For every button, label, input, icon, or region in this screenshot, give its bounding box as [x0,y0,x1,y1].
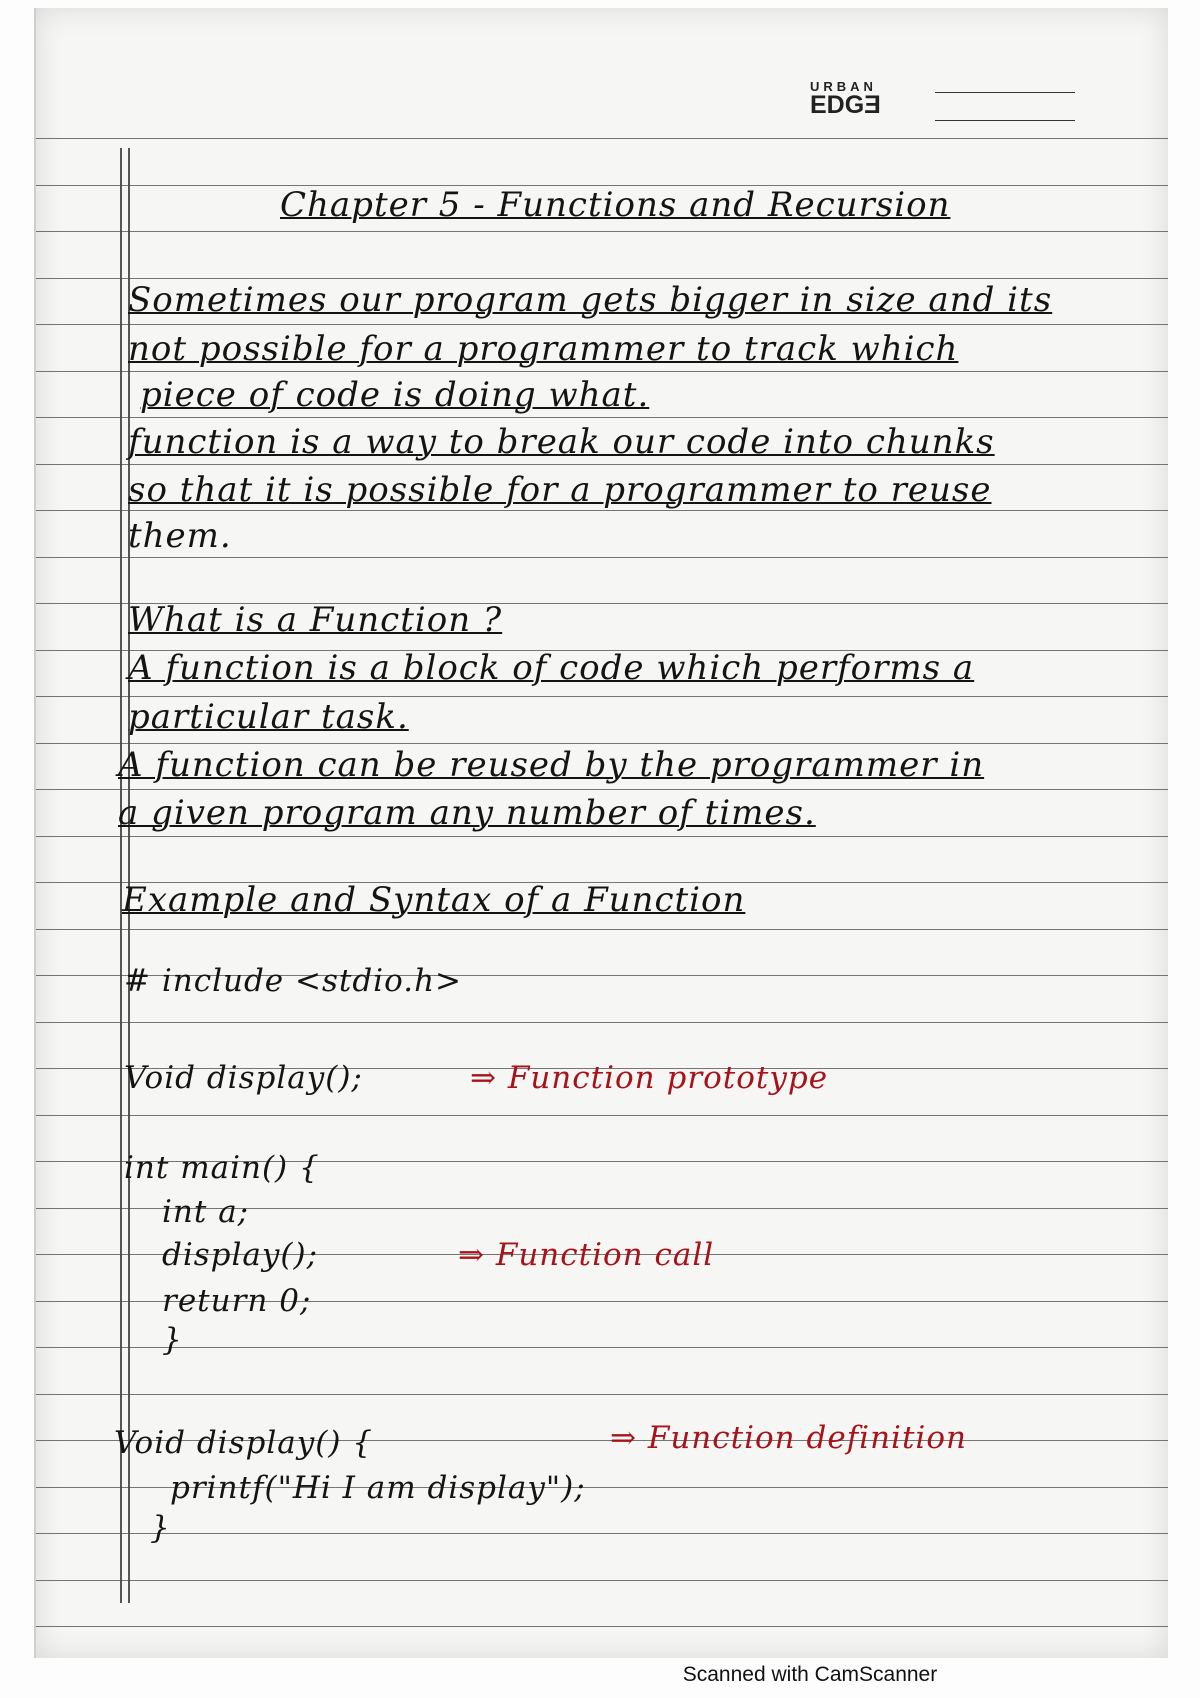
code-printf: printf("Hi I am display"); [170,1470,586,1506]
code-prototype: Void display(); [124,1060,363,1096]
ruled-line [36,557,1168,558]
brand-logo [810,80,881,118]
definition-line: A function is a block of code which performs a [128,648,975,688]
date-line [935,120,1075,121]
intro-line: so that it is possible for a programmer to reuse [128,470,992,510]
ruled-line [36,1022,1168,1023]
intro-line: piece of code is doing what. [140,375,650,415]
ruled-line [36,789,1168,790]
code-def-open: Void display() { [114,1425,374,1461]
code-call: display(); [162,1237,319,1273]
page-title: Chapter 5 - Functions and Recursion [280,185,951,225]
ruled-line [36,510,1168,511]
notebook-page [34,8,1168,1658]
ruled-line [36,1115,1168,1116]
intro-line: function is a way to break our code into chunks [128,422,995,462]
intro-line: Sometimes our program gets bigger in size and its [128,280,1053,320]
section-heading: What is a Function ? [128,600,503,640]
margin-line [120,148,122,1603]
ruled-line [36,138,1168,139]
ruled-line [36,929,1168,930]
definition-line: A function can be reused by the programmer in [118,745,985,785]
brand-bottom: EDGƎ [810,91,881,119]
ruled-line [36,324,1168,325]
ruled-line [36,1626,1168,1627]
ruled-line [36,464,1168,465]
ruled-line [36,743,1168,744]
code-int-a: int a; [162,1194,250,1230]
ruled-line [36,1394,1168,1395]
definition-line: particular task. [128,697,409,737]
intro-line: not possible for a programmer to track which [128,329,959,369]
code-include: # include <stdio.h> [124,963,463,999]
ruled-line [36,417,1168,418]
code-main-close: } [162,1322,183,1358]
definition-annotation: ⇒ Function definition [610,1420,967,1456]
ruled-line [36,371,1168,372]
ruled-line [36,1533,1168,1534]
call-annotation: ⇒ Function call [458,1237,715,1273]
code-def-close: } [150,1510,171,1546]
code-return: return 0; [162,1283,312,1319]
date-line [935,92,1075,93]
intro-line: them. [128,516,232,556]
prototype-annotation: ⇒ Function prototype [470,1060,829,1096]
ruled-line [36,836,1168,837]
scanner-watermark: Scanned with CamScanner [682,1663,938,1686]
ruled-line [36,1580,1168,1581]
section-heading: Example and Syntax of a Function [122,880,746,920]
ruled-line [36,231,1168,232]
ruled-line [36,278,1168,279]
ruled-line [36,1347,1168,1348]
definition-line: a given program any number of times. [118,793,816,833]
code-main-open: int main() { [124,1150,320,1186]
brand-top: URBAN [810,79,877,94]
